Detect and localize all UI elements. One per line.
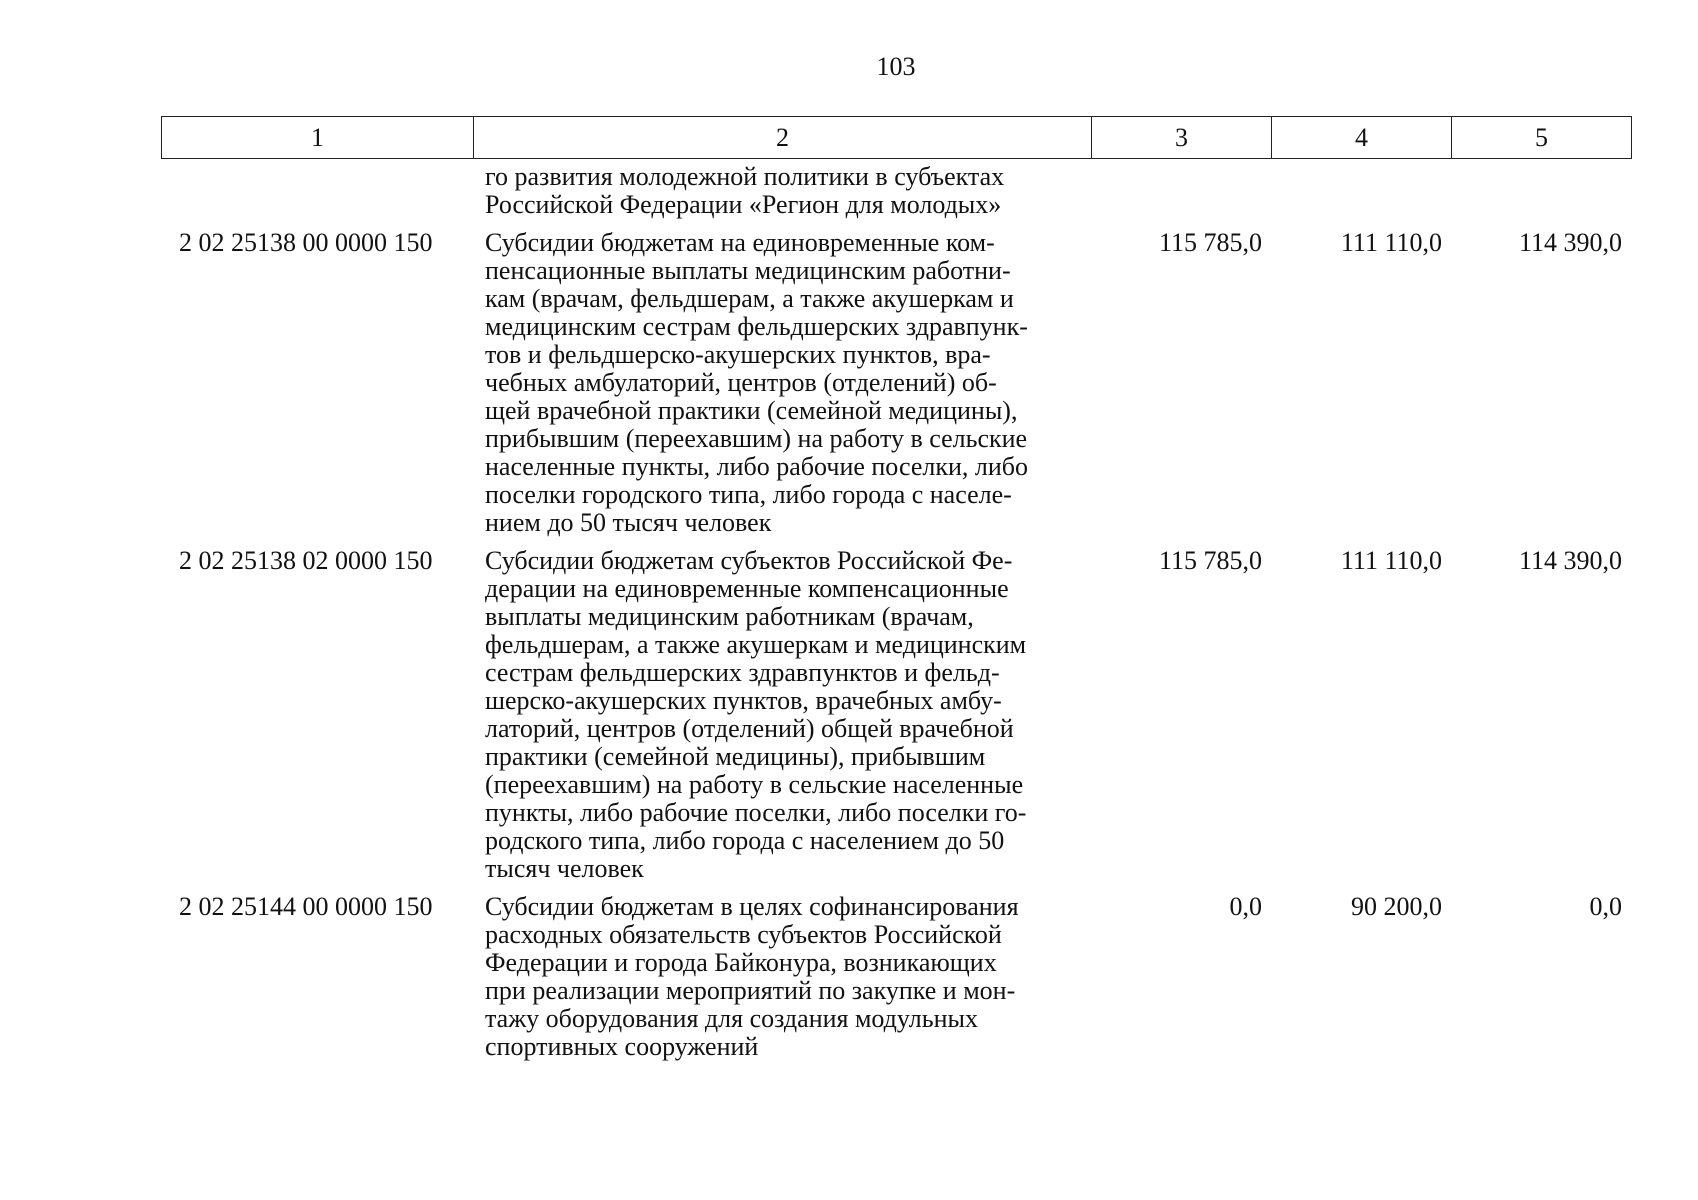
table-header [161, 116, 1632, 159]
description-line: сестрам фельдшерских здравпунктов и фельд- [485, 658, 1000, 687]
column-number-2: 2 [474, 117, 1092, 159]
description-line: Российской Федерации «Регион для молодых» [485, 190, 1002, 219]
description-line: дерации на единовременные компенсационные [485, 574, 1009, 603]
description-line: фельдшерам, а также акушеркам и медицинским [485, 630, 1027, 659]
amount-col3 [1091, 163, 1271, 219]
description-line: при реализации мероприятий по закупке и мон- [485, 976, 1016, 1005]
table-body [161, 163, 1631, 1061]
description-line: практики (семейной медицины), прибывшим [485, 742, 986, 771]
column-number-5: 5 [1452, 117, 1632, 159]
budget-code: 2 02 25138 00 0000 150 [179, 228, 433, 257]
description-line: (переехавшим) на работу в сельские населенные [485, 770, 1024, 799]
budget-code [161, 163, 473, 219]
column-number-1: 1 [162, 117, 474, 159]
row-description [473, 163, 1091, 219]
description-line: населенные пункты, либо рабочие поселки, либо [485, 452, 1028, 481]
description-line: нием до 50 тысяч человек [485, 508, 772, 537]
page-number: 103 [876, 52, 916, 81]
description-line: прибывшим (переехавшим) на работу в сельские [485, 424, 1028, 453]
table-row [161, 547, 1631, 883]
row-description [473, 547, 1091, 883]
table-row [161, 229, 1631, 537]
amount-col5: 114 390,0 [1518, 228, 1622, 257]
amount-col4: 111 110,0 [1340, 546, 1442, 575]
budget-code: 2 02 25138 02 0000 150 [179, 546, 433, 575]
description-line: шерско-акушерских пунктов, врачебных амбу- [485, 686, 1002, 715]
amount-col3: 0,0 [1229, 892, 1262, 921]
amount-col5: 0,0 [1589, 892, 1622, 921]
row-description [473, 893, 1091, 1061]
description-line: родского типа, либо города с населением до 50 [485, 826, 1005, 855]
column-number-3: 3 [1092, 117, 1272, 159]
amount-col4: 111 110,0 [1340, 228, 1442, 257]
description-line: Субсидии бюджетам в целях софинансирования [485, 892, 1019, 921]
description-line: пенсационные выплаты медицинским работни- [485, 256, 1011, 285]
description-line: поселки городского типа, либо города с населе- [485, 480, 1012, 509]
row-description [473, 229, 1091, 537]
budget-code: 2 02 25144 00 0000 150 [179, 892, 433, 921]
amount-col3: 115 785,0 [1158, 228, 1262, 257]
description-line: го развития молодежной политики в субъектах [485, 162, 1005, 191]
description-line: щей врачебной практики (семейной медицины), [485, 396, 1018, 425]
table-row [161, 893, 1631, 1061]
description-line: тажу оборудования для создания модульных [485, 1004, 978, 1033]
description-line: расходных обязательств субъектов Российской [485, 920, 1002, 949]
amount-col4 [1271, 163, 1451, 219]
description-line: Субсидии бюджетам на единовременные ком- [485, 228, 995, 257]
description-line: тов и фельдшерско-акушерских пунктов, вра- [485, 340, 991, 369]
description-line: выплаты медицинским работникам (врачам, [485, 602, 974, 631]
description-line: латорий, центров (отделений) общей врачебной [485, 714, 1014, 743]
amount-col3: 115 785,0 [1158, 546, 1262, 575]
table-row [161, 163, 1631, 219]
column-number-4: 4 [1272, 117, 1452, 159]
description-line: тысяч человек [485, 854, 644, 883]
description-line: спортивных сооружений [485, 1032, 759, 1061]
description-line: медицинским сестрам фельдшерских здравпунк- [485, 312, 1028, 341]
description-line: кам (врачам, фельдшерам, а также акушеркам и [485, 284, 1014, 313]
description-line: Субсидии бюджетам субъектов Российской Фе- [485, 546, 1013, 575]
amount-col4: 90 200,0 [1351, 892, 1442, 921]
description-line: Федерации и города Байконура, возникающих [485, 948, 997, 977]
amount-col5 [1451, 163, 1631, 219]
description-line: пункты, либо рабочие поселки, либо поселки го- [485, 798, 1027, 827]
amount-col5: 114 390,0 [1518, 546, 1622, 575]
description-line: чебных амбулаторий, центров (отделений) об- [485, 368, 997, 397]
